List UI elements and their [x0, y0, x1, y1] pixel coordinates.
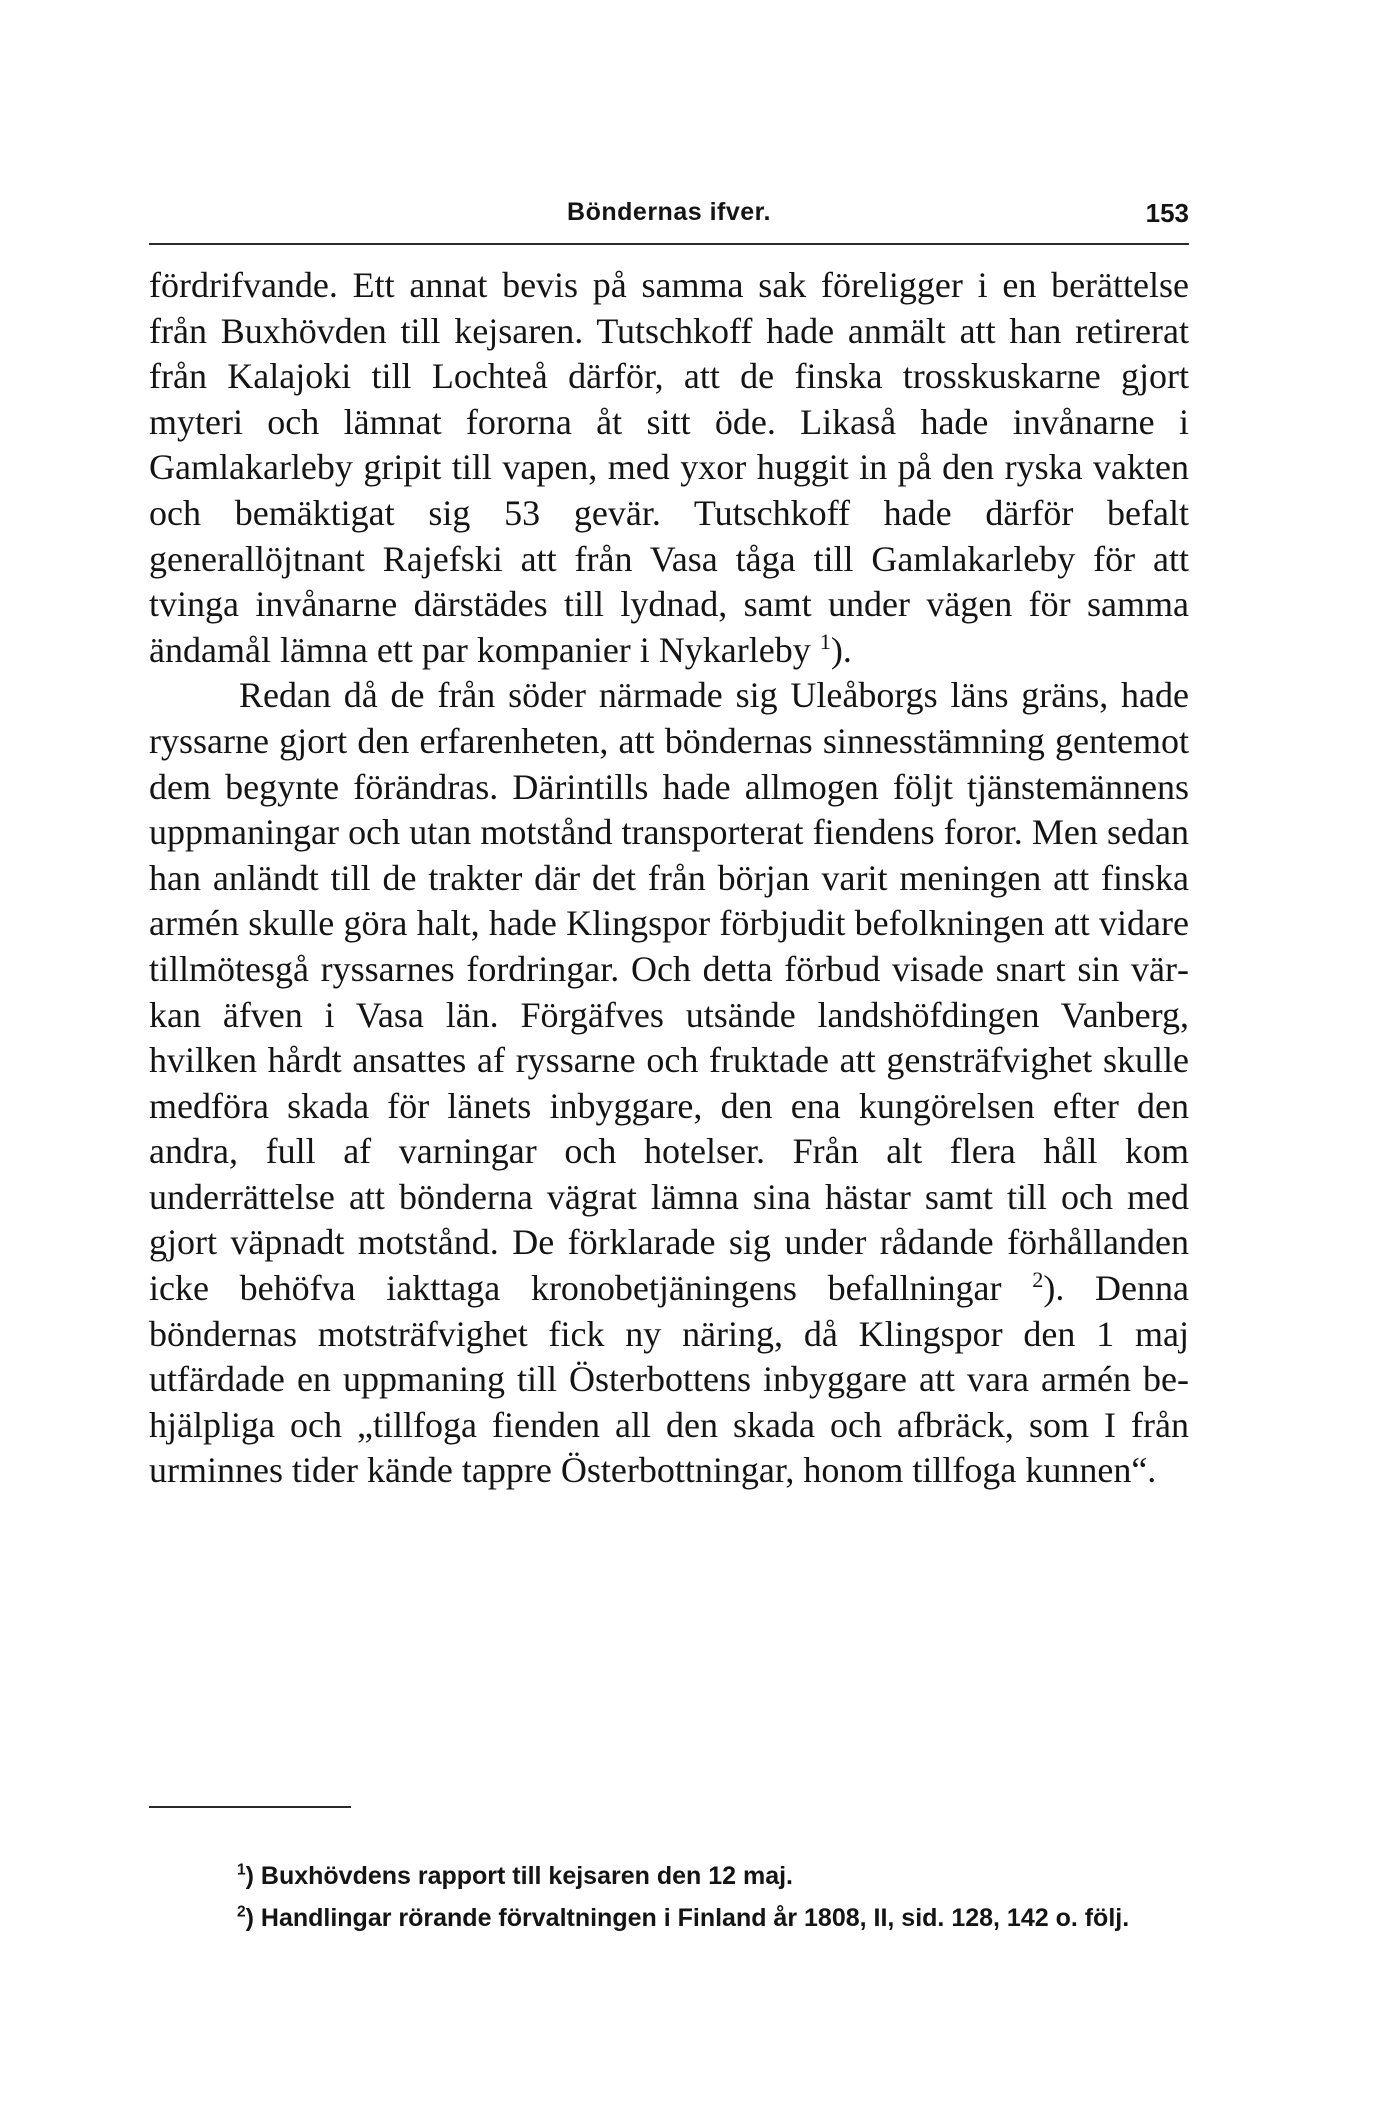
running-head	[149, 198, 1189, 238]
running-title: Böndernas ifver.	[567, 198, 771, 226]
paragraph-1-end: ).	[830, 629, 852, 670]
footnote-1	[149, 1855, 1189, 1897]
footnote-2-text: ) Handlingar rörande förvaltningen i Finland år 1808, II, sid. 128, 142 o. följ.	[245, 1904, 1130, 1932]
paragraph-2	[149, 673, 1189, 1494]
footnote-2	[149, 1897, 1189, 1939]
footnote-1-marker: 1	[237, 1861, 246, 1879]
footnote-rule	[149, 1806, 351, 1808]
paragraph-1	[149, 263, 1189, 673]
footnote-ref-2: 2	[1032, 1267, 1044, 1293]
paragraph-2-text: Redan då de från söder närmade sig Uleåborgs läns gräns, hade ryssarne gjort den erfarenheten, att böndernas sinnesstämning gentemot dem begynte förändras. Därintills hade allmogen följt tjänstemännens uppmaningar och utan motstånd transporterat fiendens foror. Men sedan han anländt till de trakter där det från början varit meningen att finska armén skulle göra halt, hade Klingspor förbjudit befolkningen att vidare tillmötesgå ryssarnes fordringar. Och detta förbud visade snart sin värkan äfven i Vasa län. Förgäfves utsände landshöfdingen Vanberg, hvilken hårdt ansattes af ryssarne och fruktade att gensträfvighet skulle medföra skada för länets inbyggare, den ena kungörelsen efter den andra, full af varningar och hotelser. Från alt flera håll kom underrättelse att bönderna vägrat lämna sina hästar samt till och med gjort väpnadt motstånd. De förklarade sig under rådande förhållanden icke behöfva iakttaga kronobetjäningens befallningar	[149, 675, 1189, 1309]
header-rule	[149, 243, 1189, 245]
body-text	[149, 263, 1189, 1494]
footnotes	[149, 1855, 1189, 1939]
page-number: 153	[1145, 198, 1189, 228]
footnote-ref-1: 1	[819, 628, 831, 654]
paragraph-2-end: ). Denna böndernas motsträfvighet fick ny näring, då Klingspor den 1 maj utfärdade en uppmaning till Österbottens inbyggare att vara armén behjälpliga och „tillfoga fienden all den skada och afbräck, som I från urminnes tider kände tappre Österbottningar, honom tillfoga kunnen“.	[149, 1268, 1190, 1491]
footnote-1-text: ) Buxhövdens rapport till kejsaren den 12 maj.	[245, 1862, 794, 1890]
footnote-2-marker: 2	[237, 1903, 246, 1921]
paragraph-1-text: fördrifvande. Ett annat bevis på samma sak föreligger i en berättelse från Buxhövden till kejsaren. Tutschkoff hade anmält att han retirerat från Kalajoki till Lochteå därför, att de finska trosskuskarne gjort myteri och lämnat fororna åt sitt öde. Likaså hade invånarne i Gamlakarleby gripit till vapen, med yxor huggit in på den ryska vakten och bemäktigat sig 53 gevär. Tutschkoff hade därför befalt generallöjtnant Rajefski att från Vasa tåga till Gamlakarleby för att tvinga invånarne därstädes till lydnad, samt under vägen för samma ändamål lämna ett par kompanier i Nykarleby	[149, 265, 1189, 670]
